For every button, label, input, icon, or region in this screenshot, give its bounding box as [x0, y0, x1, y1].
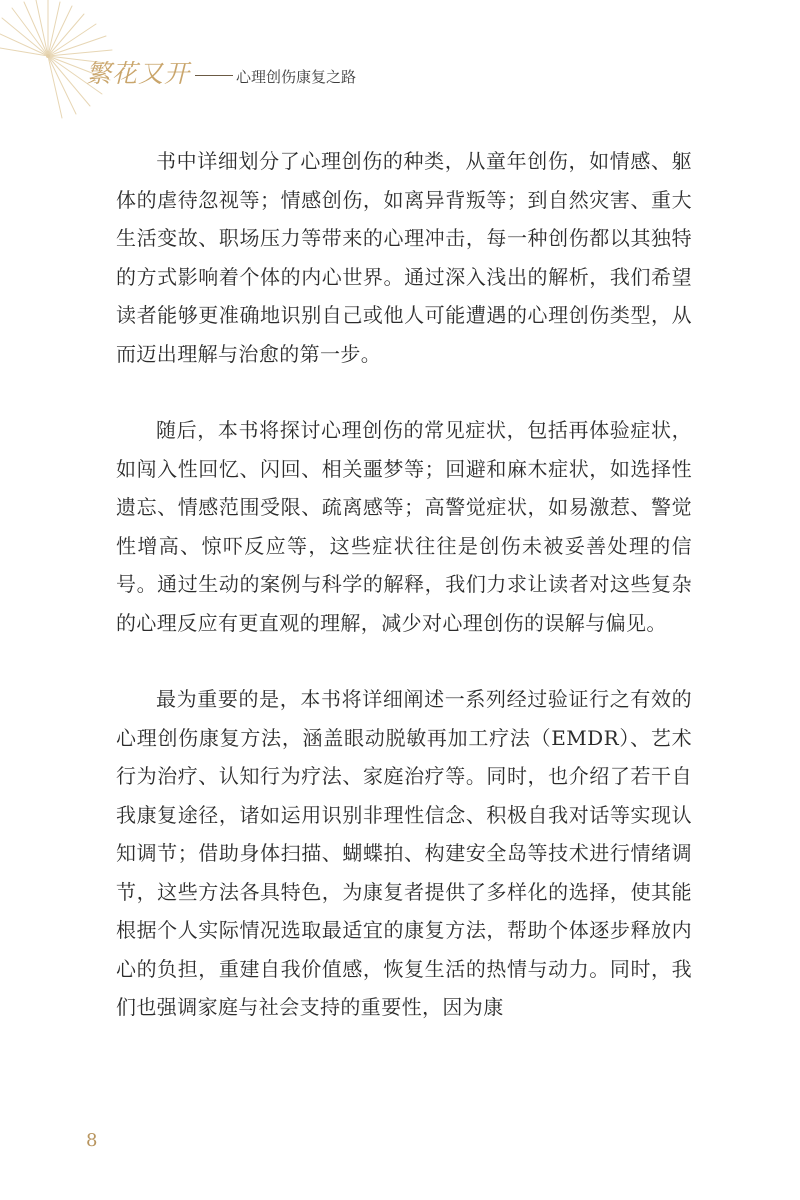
- page-number: 8: [86, 1130, 98, 1151]
- body-text: [116, 142, 692, 1065]
- book-subtitle: 心理创伤康复之路: [236, 68, 357, 86]
- book-title: 繁花又开: [86, 59, 191, 88]
- paragraph-2: 随后，本书将探讨心理创伤的常见症状，包括再体验症状，如闯入性回忆、闪回、相关噩梦等；回避和麻木症状，如选择性遗忘、情感范围受限、疏离感等；高警觉症状，如易激惹、警觉性增高、惊吓反应等，这些症状往往是创伤未被妥善处理的信号。通过生动的案例与科学的解释，我们力求让读者对这些复杂的心理反应有更直观的理解，减少对心理创伤的误解与偏见。: [116, 418, 692, 635]
- paragraph-1: 书中详细划分了心理创伤的种类，从童年创伤，如情感、躯体的虐待忽视等；情感创伤，如离异背叛等；到自然灾害、重大生活变故、职场压力等带来的心理冲击，每一种创伤都以其独特的方式影响着个体的内心世界。通过深入浅出的解析，我们希望读者能够更准确地识别自己或他人可能遭遇的心理创伤类型，从而迈出理解与治愈的第一步。: [116, 149, 692, 366]
- running-header: [86, 54, 356, 90]
- paragraph-3: 最为重要的是，本书将详细阐述一系列经过验证行之有效的心理创伤康复方法，涵盖眼动脱敏再加工疗法（EMDR）、艺术行为治疗、认知行为疗法、家庭治疗等。同时，也介绍了若干自我康复途径，诸如运用识别非理性信念、积极自我对话等实现认知调节；借助身体扫描、蝴蝶拍、构建安全岛等技术进行情绪调节，这些方法各具特色，为康复者提供了多样化的选择，使其能根据个人实际情况选取最适宜的康复方法，帮助个体逐步释放内心的负担，重建自我价值感，恢复生活的热情与动力。同时，我们也强调家庭与社会支持的重要性，因为康: [116, 687, 692, 1019]
- title-separator-dash: [195, 75, 233, 76]
